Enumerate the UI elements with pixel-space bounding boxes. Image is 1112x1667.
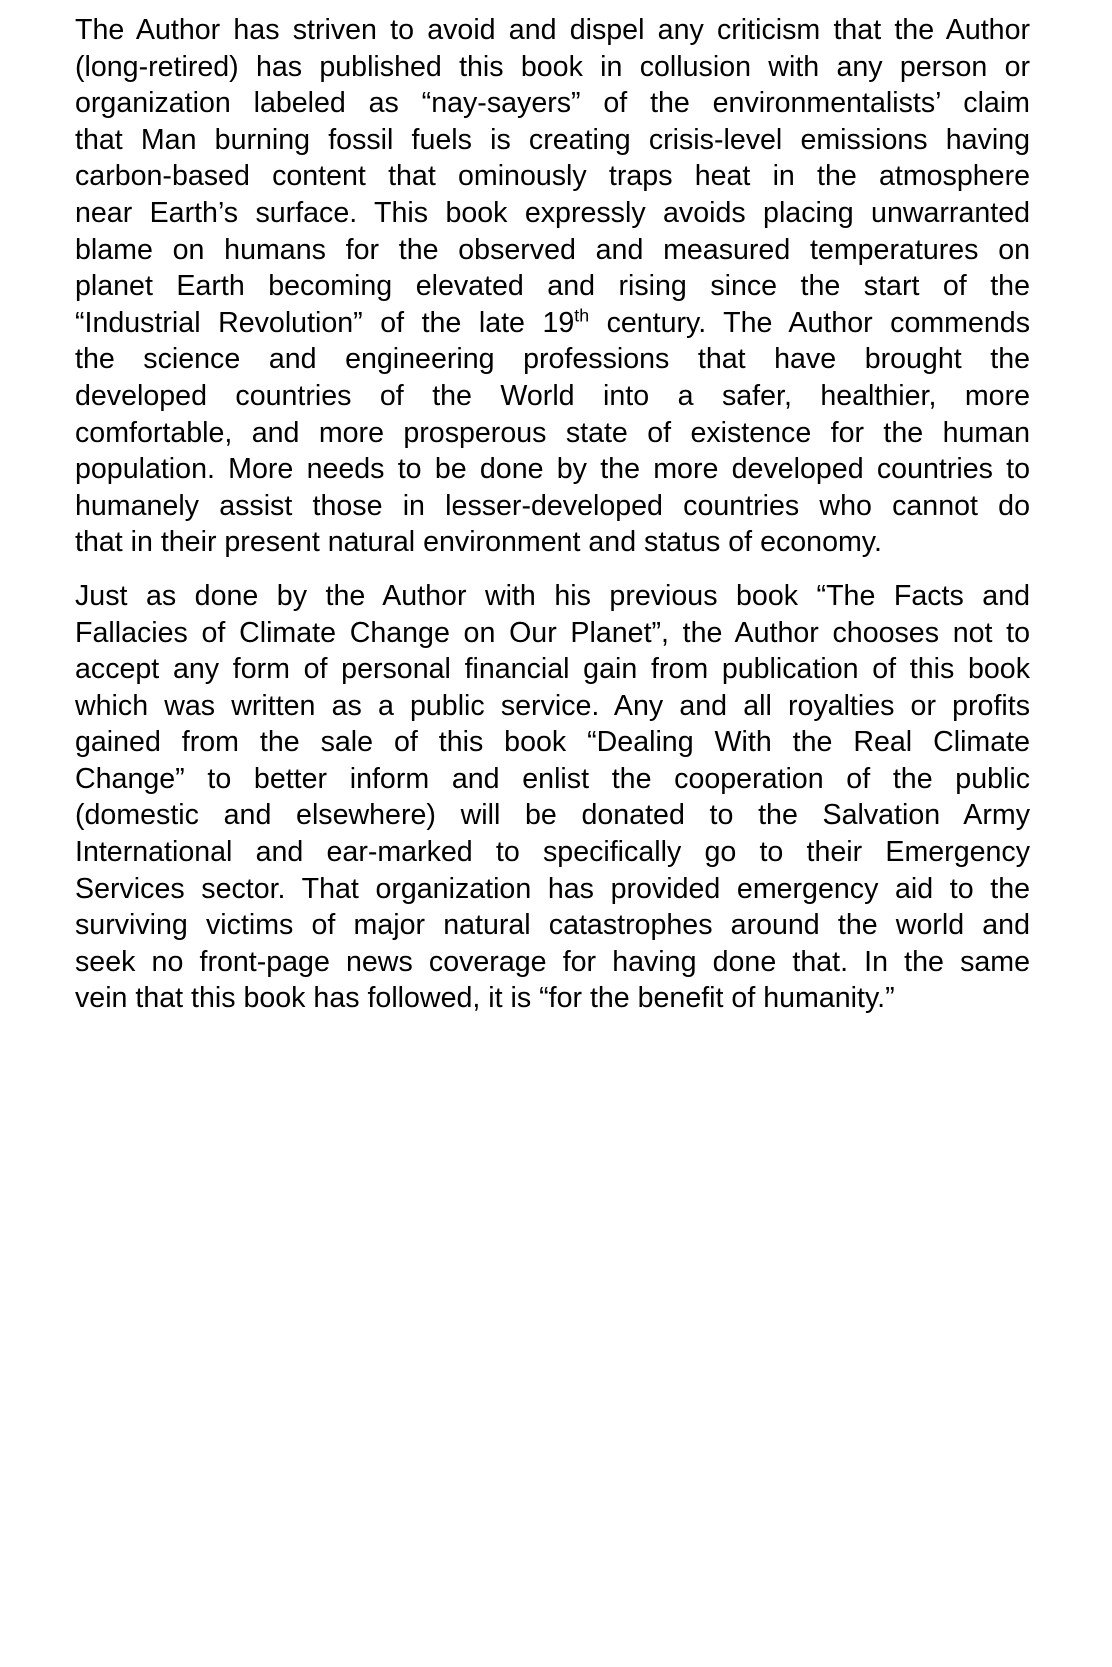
- text-line: International and ear-marked to specifically go to their Emergency: [75, 836, 1030, 869]
- text-line: (long-retired) has published this book in collusion with any person or: [75, 50, 1030, 83]
- text-line: seek no front-page news coverage for having done that. In the same: [75, 945, 1030, 978]
- text-line: gained from the sale of this book “Dealing With the Real Climate: [75, 726, 1030, 759]
- text-line: The Author has striven to avoid and dispel any criticism that the Author: [75, 14, 1030, 46]
- paragraph-royalties-donation: [75, 578, 1030, 1017]
- text-line: surviving victims of major natural catastrophes around the world and: [75, 909, 1030, 942]
- text-line: the science and engineering professions that have brought the: [75, 343, 1030, 376]
- document-page: [75, 12, 1030, 1017]
- text-line: Fallacies of Climate Change on Our Planet”, the Author chooses not to: [75, 616, 1030, 649]
- text-line: planet Earth becoming elevated and rising since the start of the: [75, 270, 1030, 303]
- text-line: near Earth’s surface. This book expressly avoids placing unwarranted: [75, 196, 1030, 229]
- text-line: accept any form of personal financial gain from publication of this book: [75, 653, 1030, 686]
- text-line: organization labeled as “nay-sayers” of the environmentalists’ claim: [75, 87, 1030, 120]
- text-line: that in their present natural environment and status of economy.: [75, 526, 882, 559]
- text-line: Change” to better inform and enlist the cooperation of the public: [75, 762, 1030, 795]
- text-line: (domestic and elsewhere) will be donated to the Salvation Army: [75, 799, 1030, 832]
- text-segment: century. The Author commends: [589, 306, 1030, 339]
- text-line: blame on humans for the observed and measured temperatures on: [75, 233, 1030, 266]
- text-line: vein that this book has followed, it is “for the benefit of humanity.”: [75, 982, 895, 1015]
- text-line: population. More needs to be done by the more developed countries to: [75, 453, 1030, 486]
- paragraph-author-disclaimer: [75, 12, 1030, 561]
- ordinal-superscript: th: [574, 305, 590, 326]
- text-line-with-superscript: [75, 305, 1030, 342]
- text-line: Services sector. That organization has provided emergency aid to the: [75, 872, 1030, 905]
- text-line: developed countries of the World into a safer, healthier, more: [75, 379, 1030, 412]
- text-line: that Man burning fossil fuels is creating crisis-level emissions having: [75, 123, 1030, 156]
- text-line: which was written as a public service. Any and all royalties or profits: [75, 689, 1030, 722]
- text-line: Just as done by the Author with his previous book “The Facts and: [75, 579, 1030, 612]
- text-line: comfortable, and more prosperous state of existence for the human: [75, 416, 1030, 449]
- text-line: carbon-based content that ominously traps heat in the atmosphere: [75, 160, 1030, 193]
- text-segment: “Industrial Revolution” of the late 19: [75, 306, 575, 339]
- text-line: humanely assist those in lesser-developed countries who cannot do: [75, 489, 1030, 522]
